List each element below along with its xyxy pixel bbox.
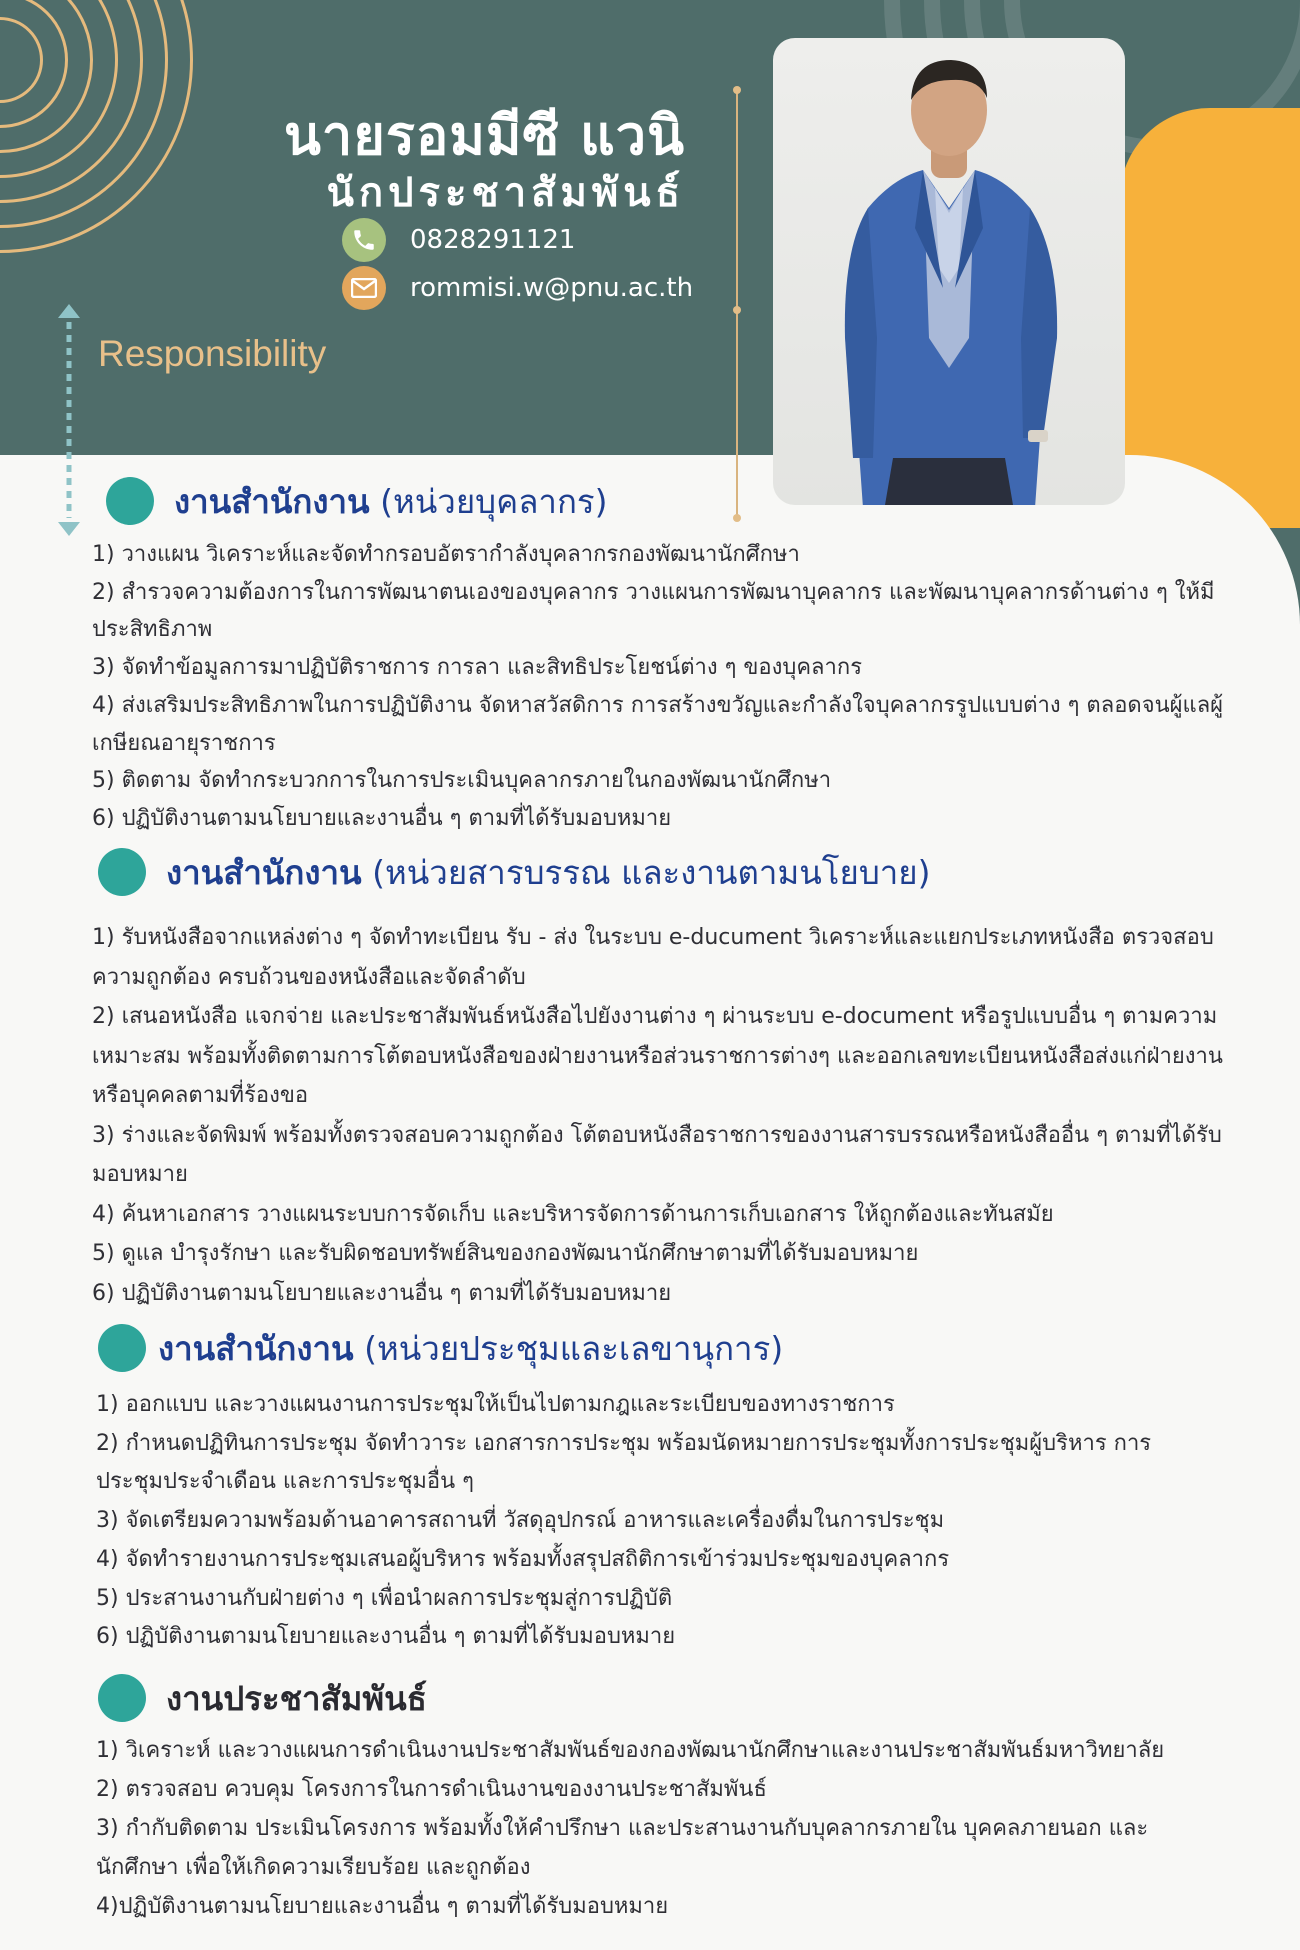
phone-number[interactable]: 0828291121 [410, 225, 576, 255]
section-title-main: งานสำนักงาน [158, 1328, 354, 1368]
bullet-dot-icon [98, 848, 146, 896]
decorative-rings-left [0, 0, 190, 250]
person-role: นักประชาสัมพันธ์ [326, 170, 685, 216]
email-contact [342, 266, 693, 310]
list-item: 5) ติดตาม จัดทำกระบวกการในการประเมินบุคลากรภายในกองพัฒนานักศึกษา [92, 768, 832, 794]
list-item: 4) ค้นหาเอกสาร วางแผนระบบการจัดเก็บ และบริหารจัดการด้านการเก็บเอกสาร ให้ถูกต้องและทันสมัย [92, 1201, 1054, 1227]
list-item: 2) สำรวจความต้องการในการพัฒนาตนเองของบุคลากร วางแผนการพัฒนาบุคลากร และพัฒนาบุคลากรด้านต่าง ๆ ให้มีประสิทธิภาพ [92, 579, 1215, 643]
person-name: นายรอมมีซี แวนิ [284, 104, 685, 167]
item-list [92, 918, 1257, 1313]
list-item: 3) จัดเตรียมความพร้อมด้านอาคารสถานที่ วัสดุอุปกรณ์ อาหารและเครื่องดื่มในการประชุม [96, 1508, 945, 1534]
item-list [96, 1386, 1206, 1657]
list-item: 1) วางแผน วิเคราะห์และจัดทำกรอบอัตรากำลังบุคลากรกองพัฒนานักศึกษา [92, 542, 800, 567]
section-header [98, 1672, 427, 1724]
divider-dot [733, 86, 741, 94]
section-title-main: งานสำนักงาน [174, 481, 370, 521]
responsibility-label: Responsibility [98, 333, 327, 374]
divider-dot [733, 514, 741, 522]
section-title [166, 1672, 427, 1725]
section-header [106, 475, 608, 527]
list-item: 3) กำกับติดตาม ประเมินโครงการ พร้อมทั้งให้คำปรึกษา และประสานงานกับบุคลากรภายใน บุคคลภายนอก และนักศึกษา เพื่อให้เกิดความเรียบร้อย และถูกต้อง [96, 1816, 1149, 1880]
list-item: 2) เสนอหนังสือ แจกจ่าย และประชาสัมพันธ์หนังสือไปยังงานต่าง ๆ ผ่านระบบ e-document หรือรูปแบบอื่น ๆ ตามความเหมาะสม พร้อมทั้งติดตามการโต้ตอบหนังสือของฝ่ายงานหรือส่วนราชการต่างๆ และออกเลขทะเบียนหนังสือส่งแก่ฝ่ายงานหรือบุคคลตามที่ร้องขอ [92, 1004, 1223, 1108]
section-title-sub: (หน่วยบุคลากร) [369, 481, 608, 521]
section-title [166, 846, 931, 899]
bullet-dot-icon [98, 1674, 146, 1722]
list-item: 4) จัดทำรายงานการประชุมเสนอผู้บริหาร พร้อมทั้งสรุปสถิติการเข้าร่วมประชุมของบุคลากร [96, 1546, 950, 1572]
list-item: 6) ปฏิบัติงานตามนโยบายและงานอื่น ๆ ตามที่ได้รับมอบหมาย [96, 1624, 676, 1650]
list-item: 5) ประสานงานกับฝ่ายต่าง ๆ เพื่อนำผลการประชุมสู่การปฏิบัติ [96, 1585, 673, 1611]
dashed-arrow-icon [56, 302, 82, 538]
list-item: 1) รับหนังสือจากแหล่งต่าง ๆ จัดทำทะเบียน รับ - ส่ง ในระบบ e-ducument วิเคราะห์และแยกประเภทหนังสือ ตรวจสอบความถูกต้อง ครบถ้วนของหนังสือและจัดลำดับ [92, 925, 1214, 990]
section-title-main: งานประชาสัมพันธ์ [166, 1678, 427, 1718]
bullet-dot-icon [98, 1324, 146, 1372]
bullet-dot-icon [106, 477, 154, 525]
divider-line [736, 90, 738, 520]
list-item: 2) กำหนดปฏิทินการประชุม จัดทำวาระ เอกสารการประชุม พร้อมนัดหมายการประชุมทั้งการประชุมผู้บริหาร การประชุมประจำเดือน และการประชุมอื่น ๆ [96, 1430, 1152, 1495]
section-title-sub: (หน่วยประชุมและเลขานุการ) [353, 1328, 784, 1368]
section-header [98, 1322, 783, 1374]
list-item: 2) ตรวจสอบ ควบคุม โครงการในการดำเนินงานของงานประชาสัมพันธ์ [96, 1777, 767, 1802]
section-title [174, 475, 608, 528]
phone-icon [342, 218, 386, 262]
email-address[interactable]: rommisi.w@pnu.ac.th [410, 273, 694, 303]
section-title [158, 1322, 783, 1375]
list-item: 3) ร่างและจัดพิมพ์ พร้อมทั้งตรวจสอบความถูกต้อง โต้ตอบหนังสือราชการของงานสารบรรณหรือหนังสืออื่น ๆ ตามที่ได้รับมอบหมาย [92, 1122, 1222, 1187]
phone-contact [342, 218, 575, 262]
list-item: 6) ปฏิบัติงานตามนโยบายและงานอื่น ๆ ตามที่ได้รับมอบหมาย [92, 1280, 672, 1306]
item-list [92, 536, 1262, 838]
section-title-sub: (หน่วยสารบรรณ และงานตามนโยบาย) [361, 852, 931, 892]
list-item: 1) วิเคราะห์ และวางแผนการดำเนินงานประชาสัมพันธ์ของกองพัฒนานักศึกษาและงานประชาสัมพันธ์มหาวิทยาลัย [96, 1738, 1165, 1763]
list-item: 1) ออกแบบ และวางแผนงานการประชุมให้เป็นไปตามกฎและระเบียบของทางราชการ [96, 1392, 895, 1417]
list-item: 4) ส่งเสริมประสิทธิภาพในการปฏิบัติงาน จัดหาสวัสดิการ การสร้างขวัญและกำลังใจบุคลากรรูปแบบต่าง ๆ ตลอดจนผู้แลผู้เกษียณอายุราชการ [92, 692, 1224, 756]
divider-dot [733, 306, 741, 314]
list-item: 5) ดูแล บำรุงรักษา และรับผิดชอบทรัพย์สินของกองพัฒนานักศึกษาตามที่ได้รับมอบหมาย [92, 1241, 919, 1266]
person-illustration [773, 38, 1125, 505]
section-header [98, 846, 931, 898]
portrait-photo [773, 38, 1125, 505]
list-item: 6) ปฏิบัติงานตามนโยบายและงานอื่น ๆ ตามที่ได้รับมอบหมาย [92, 805, 672, 831]
envelope-icon [342, 266, 386, 310]
item-list [96, 1731, 1206, 1926]
list-item: 4)ปฏิบัติงานตามนโยบายและงานอื่น ๆ ตามที่ได้รับมอบหมาย [96, 1894, 669, 1919]
list-item: 3) จัดทำข้อมูลการมาปฏิบัติราชการ การลา และสิทธิประโยชน์ต่าง ๆ ของบุคลากร [92, 655, 863, 681]
section-title-main: งานสำนักงาน [166, 852, 362, 892]
